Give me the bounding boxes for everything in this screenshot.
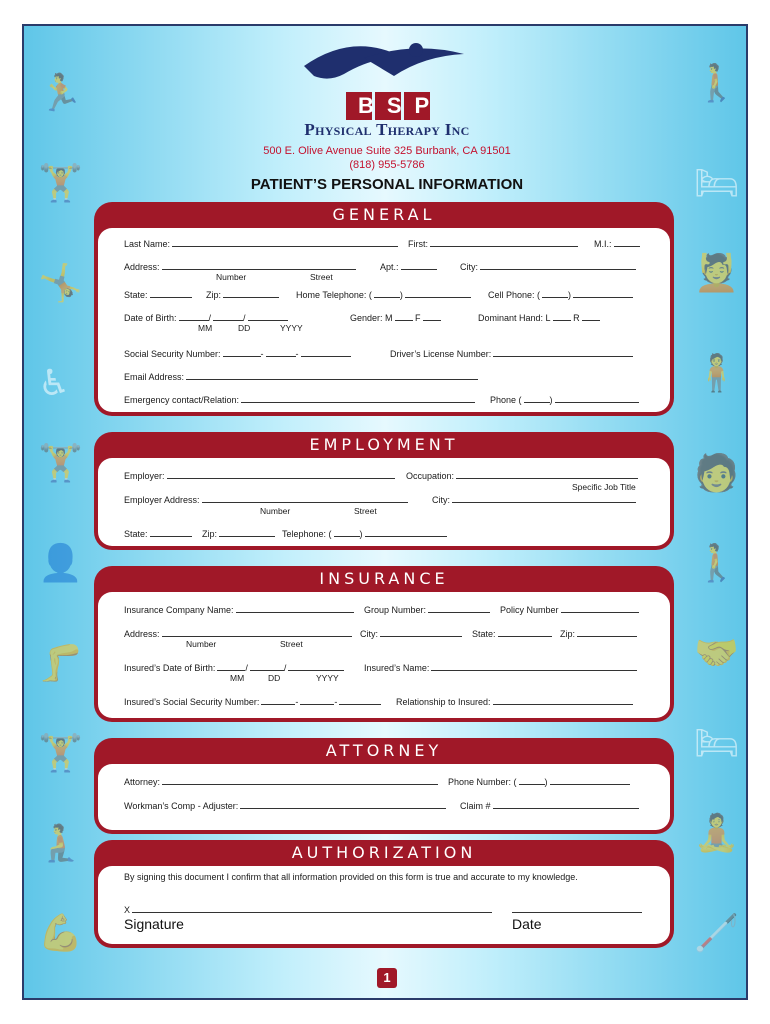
apt-label: Apt.: [380, 262, 399, 272]
employer-state-field[interactable] [124, 528, 192, 539]
insurance-zip-field[interactable] [560, 628, 637, 639]
logo-letters [346, 92, 443, 120]
insurance-body [98, 592, 670, 718]
relationship-field[interactable] [396, 696, 633, 707]
insurance-zip-label: Zip: [560, 629, 576, 639]
insurance-state-label: State: [472, 629, 496, 639]
policy-number-label: Policy Number [500, 605, 559, 615]
employer-label: Employer: [124, 471, 165, 481]
insured-name-label: Insured’s Name: [364, 663, 430, 673]
insurance-address-field[interactable] [124, 628, 352, 639]
squat-icon: 🧎 [38, 823, 83, 864]
zip-field[interactable] [206, 289, 279, 300]
home-telephone-field[interactable] [296, 289, 471, 300]
attorney-section [94, 738, 674, 834]
exercise-figure-icon: 🏃 [38, 73, 83, 114]
authorization-body [98, 866, 670, 944]
insured-ssn-field[interactable]: Insured’s Social Security Number: - - [124, 696, 381, 707]
cell-phone-field[interactable] [488, 289, 633, 300]
employer-zip-field[interactable] [202, 528, 275, 539]
dob-dd-caption: DD [238, 323, 251, 333]
employer-zip-label: Zip: [202, 529, 218, 539]
relationship-label: Relationship to Insured: [396, 697, 491, 707]
last-name-label: Last Name: [124, 239, 171, 249]
treatment-table-icon: 🛏 [694, 163, 740, 204]
insurance-heading: INSURANCE [319, 569, 449, 588]
employer-street-caption: Street [354, 506, 377, 516]
authorization-section [94, 840, 674, 948]
address-label: Address: [124, 262, 160, 272]
company-address: 500 E. Olive Avenue Suite 325 Burbank, CA 91501 [263, 145, 511, 157]
emergency-contact-field[interactable] [124, 394, 475, 405]
insurance-state-field[interactable] [472, 628, 552, 639]
employer-telephone-label: Telephone: ( [282, 529, 332, 539]
dob-yyyy-caption: YYYY [280, 323, 303, 333]
zip-label: Zip: [206, 290, 222, 300]
gender-f-label: F [415, 313, 421, 323]
insured-dob-dd-caption: DD [268, 673, 281, 683]
insurance-section [94, 566, 674, 722]
workmans-comp-label: Workman’s Comp - Adjuster: [124, 801, 239, 811]
cell-phone-label: Cell Phone: ( [488, 290, 541, 300]
gender-field[interactable] [350, 312, 441, 323]
drivers-license-label: Driver’s License Number: [390, 349, 492, 359]
dominant-hand-label: Dominant Hand: L [478, 313, 551, 323]
state-field[interactable] [124, 289, 192, 300]
insurance-city-field[interactable] [360, 628, 462, 639]
employer-state-label: State: [124, 529, 148, 539]
attorney-heading: ATTORNEY [325, 741, 443, 760]
insured-dob-yyyy-caption: YYYY [316, 673, 339, 683]
general-heading: GENERAL [332, 205, 436, 224]
drivers-license-field[interactable] [390, 348, 633, 359]
group-number-field[interactable] [364, 604, 490, 615]
email-field[interactable] [124, 371, 478, 382]
rehab-icon: 🧘 [694, 813, 739, 854]
person-icon: 👤 [38, 543, 83, 584]
insurance-number-caption: Number [186, 639, 217, 649]
form-page [22, 24, 748, 1000]
arm-exercise-icon: 💪 [38, 913, 83, 954]
address-street-caption: Street [310, 272, 333, 282]
address-number-caption: Number [216, 272, 247, 282]
massage-table-icon: 💆 [694, 253, 739, 294]
cell-phone-paren: ) [568, 290, 572, 300]
insurance-company-label: Insurance Company Name: [124, 605, 234, 615]
city-field[interactable] [460, 261, 636, 272]
specific-job-title-caption: Specific Job Title [572, 482, 636, 492]
home-telephone-paren: ) [399, 290, 403, 300]
first-name-field[interactable] [408, 238, 578, 249]
attorney-body [98, 764, 670, 830]
attorney-label: Attorney: [124, 777, 161, 787]
attorney-phone-field[interactable] [448, 776, 630, 787]
arm-sling-icon: 🚶 [694, 63, 739, 104]
emergency-phone-paren: ) [549, 395, 553, 405]
emergency-phone-field[interactable] [490, 394, 639, 405]
city-label: City: [460, 262, 478, 272]
insurance-street-caption: Street [280, 639, 303, 649]
insured-dob-field[interactable]: Insured’s Date of Birth: / / [124, 662, 344, 673]
policy-number-field[interactable] [500, 604, 639, 615]
signature-x-mark: X [124, 905, 131, 915]
middle-initial-label: M.I.: [594, 239, 612, 249]
standing-figure-icon: 🧍 [694, 353, 739, 394]
attorney-field[interactable] [124, 776, 438, 787]
group-number-label: Group Number: [364, 605, 427, 615]
insurance-city-label: City: [360, 629, 378, 639]
insured-ssn-label: Insured’s Social Security Number: [124, 697, 260, 707]
dominant-hand-r-label: R [573, 313, 580, 323]
company-phone: (818) 955-5786 [349, 159, 425, 171]
email-label: Email Address: [124, 372, 185, 382]
gender-m-label: Gender: M [350, 313, 393, 323]
dominant-hand-field[interactable] [478, 312, 600, 323]
general-section [94, 202, 674, 416]
first-name-label: First: [408, 239, 428, 249]
form-title: PATIENT’S PERSONAL INFORMATION [250, 176, 524, 193]
claim-number-label: Claim # [460, 801, 491, 811]
apt-field[interactable] [380, 261, 437, 272]
insured-dob-label: Insured’s Date of Birth: [124, 663, 216, 673]
address-field[interactable] [124, 261, 356, 272]
employment-heading: EMPLOYMENT [309, 435, 459, 454]
date-of-birth-field[interactable]: Date of Birth: / / [124, 312, 288, 323]
signature-line[interactable] [124, 904, 492, 915]
attorney-phone-paren: ) [544, 777, 548, 787]
insured-dob-mm-caption: MM [230, 673, 245, 683]
employer-telephone-field[interactable] [282, 528, 447, 539]
emergency-contact-label: Emergency contact/Relation: [124, 395, 240, 405]
employer-field[interactable] [124, 470, 395, 481]
employment-section [94, 432, 674, 550]
attorney-phone-label: Phone Number: ( [448, 777, 517, 787]
emergency-phone-label: Phone ( [490, 395, 522, 405]
wheelchair-icon: ♿ [38, 363, 71, 404]
claim-number-field[interactable] [460, 800, 639, 811]
assisted-exercise-icon: 🤝 [694, 633, 739, 674]
home-telephone-label: Home Telephone: ( [296, 290, 372, 300]
last-name-field[interactable] [124, 238, 398, 249]
employer-city-label: City: [432, 495, 450, 505]
signature-caption: Signature [124, 916, 184, 932]
ssn-label: Social Security Number: [124, 349, 221, 359]
date-line[interactable] [510, 904, 642, 915]
insured-name-field[interactable] [364, 662, 637, 673]
employer-number-caption: Number [260, 506, 291, 516]
state-label: State: [124, 290, 148, 300]
insurance-company-field[interactable] [124, 604, 354, 615]
date-caption: Date [512, 916, 542, 932]
table-icon: 🛏 [694, 723, 740, 764]
general-body [98, 228, 670, 412]
leg-exercise-icon: 🦵 [38, 643, 83, 684]
workmans-comp-field[interactable] [124, 800, 446, 811]
cane-walker-icon: 🦯 [694, 913, 739, 954]
middle-initial-field[interactable] [594, 238, 640, 249]
logo-text: BSP [358, 93, 443, 118]
walker-icon: 🚶 [694, 543, 739, 584]
dumbbell-icon: 🏋 [38, 443, 83, 484]
ssn-field[interactable]: Social Security Number: - - [124, 348, 351, 359]
employment-body [98, 458, 670, 546]
date-of-birth-label: Date of Birth: [124, 313, 177, 323]
employer-telephone-paren: ) [359, 529, 363, 539]
occupation-field[interactable] [406, 470, 638, 481]
weightlifting-icon: 🏋 [38, 163, 83, 204]
page-number-badge: 1 [377, 968, 397, 988]
employer-address-field[interactable] [124, 494, 408, 505]
employer-city-field[interactable] [432, 494, 636, 505]
insurance-address-label: Address: [124, 629, 160, 639]
occupation-label: Occupation: [406, 471, 455, 481]
therapist-icon: 🧑 [694, 453, 739, 494]
dob-mm-caption: MM [198, 323, 213, 333]
stretching-figure-icon: 🤸 [38, 263, 83, 304]
authorization-heading: AUTHORIZATION [291, 843, 477, 862]
employer-address-label: Employer Address: [124, 495, 200, 505]
authorization-statement: By signing this document I confirm that all information provided on this form is true and accurate to my knowledge. [124, 872, 578, 882]
company-name: Physical Therapy Inc [304, 120, 470, 139]
weights-icon: 🏋 [38, 733, 83, 774]
